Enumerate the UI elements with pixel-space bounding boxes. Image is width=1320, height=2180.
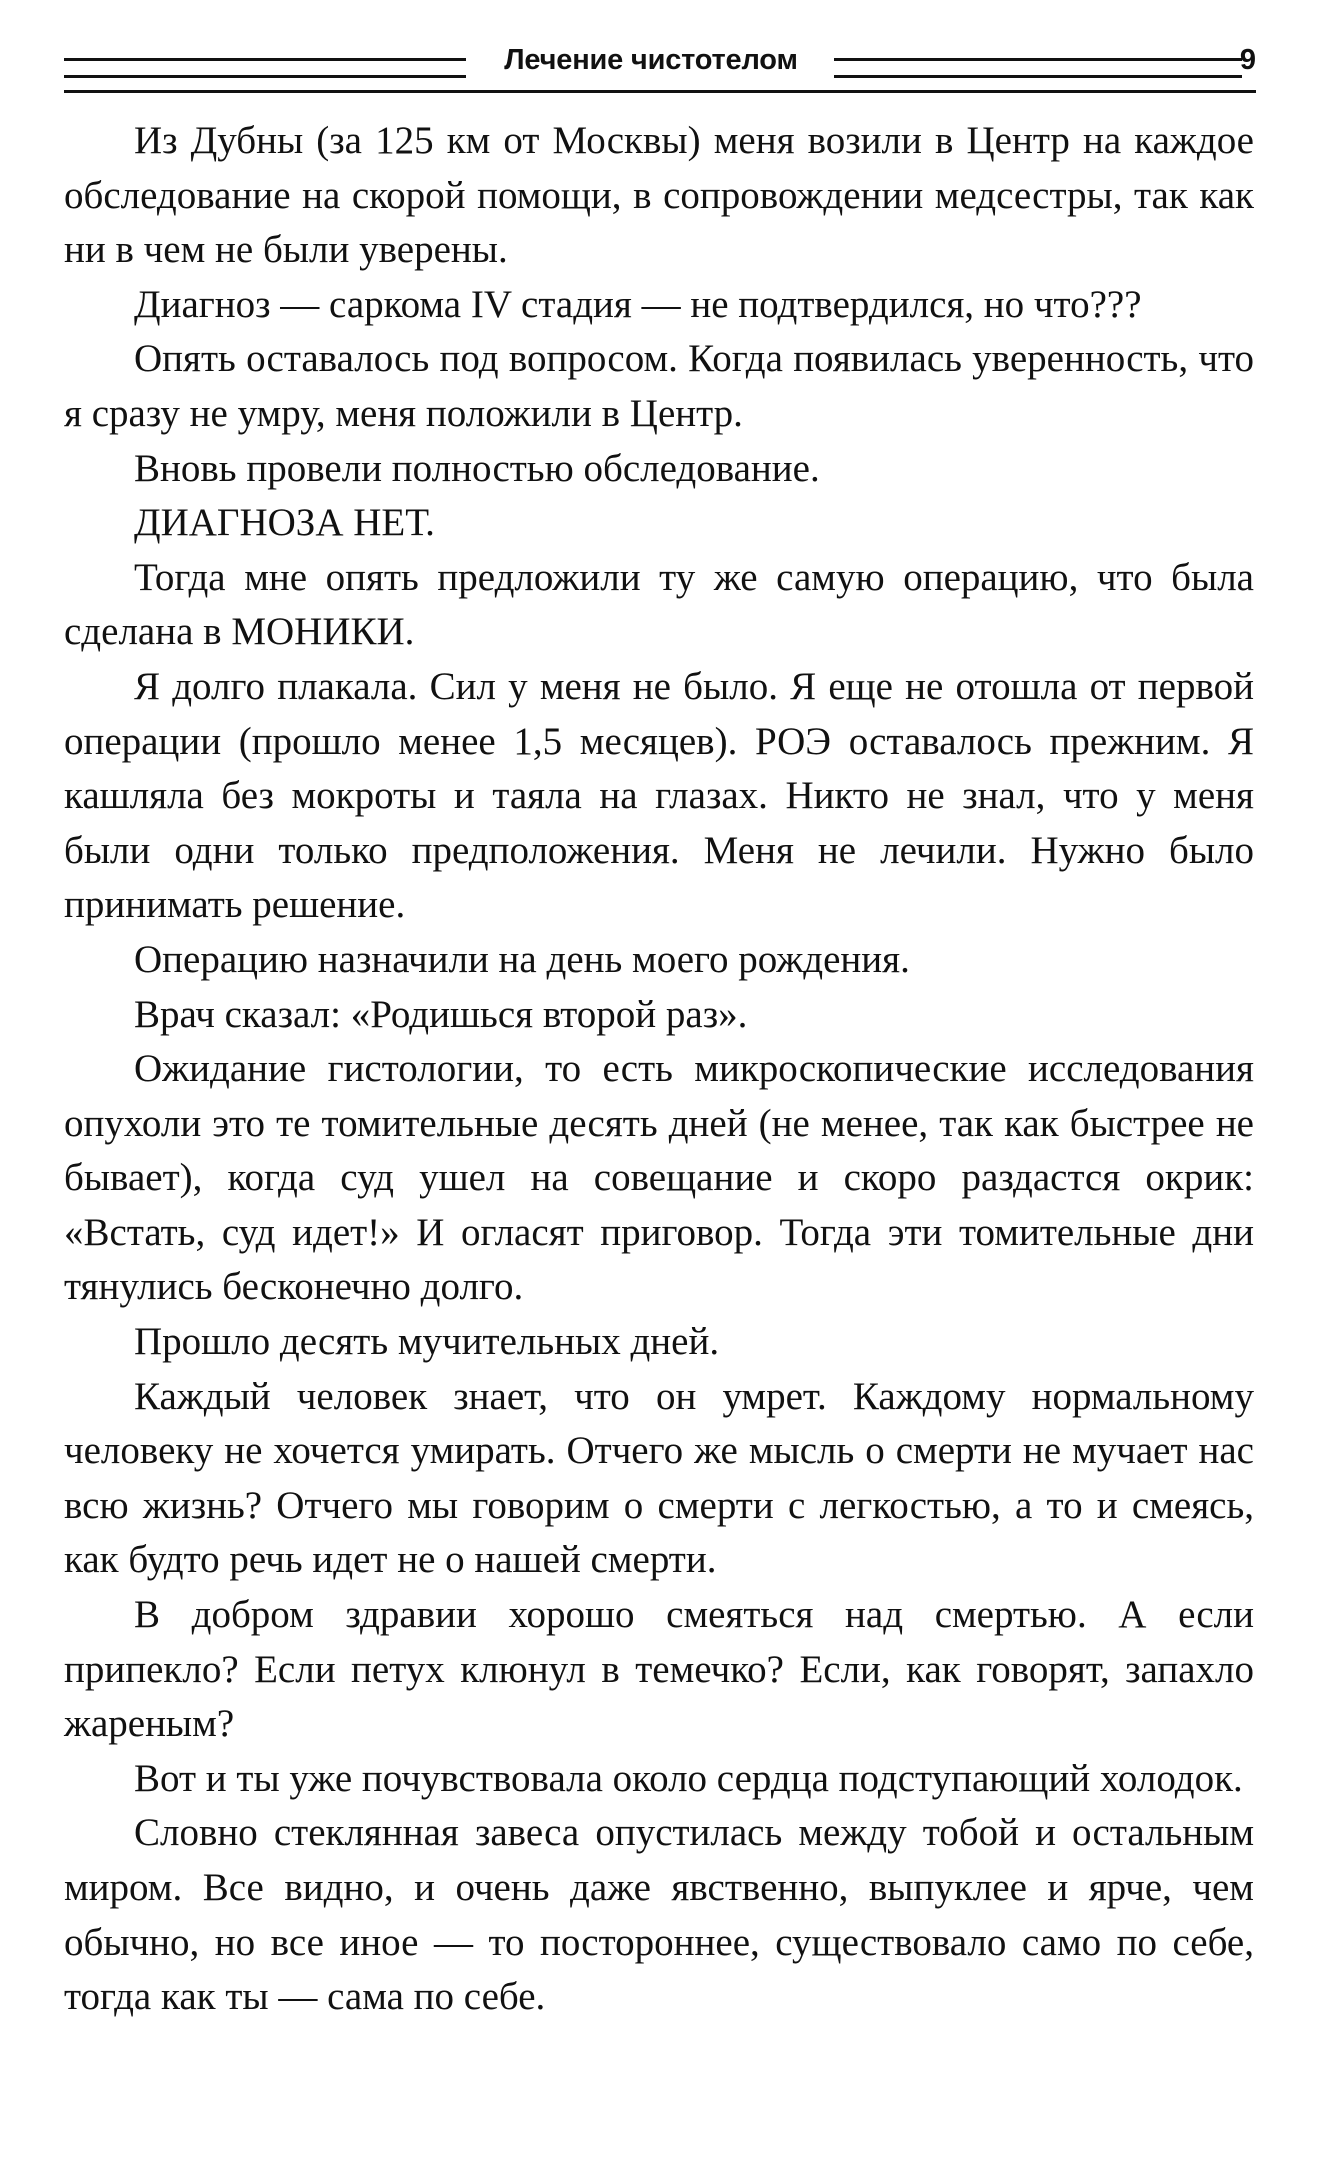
header-rule-right — [834, 58, 1242, 78]
paragraph: Я долго плакала. Сил у меня не было. Я еще не отошла от первой операции (прошло менее 1,5 месяцев). РОЭ оставалось прежним. Я кашляла без мокроты и таяла на глазах. Никто не знал, что у меня были одни только предположения. Меня не лечили. Нужно было принимать решение. — [64, 664, 1254, 927]
paragraph: Словно стеклянная завеса опустилась между тобой и остальным миром. Все видно, и очень даже явственно, выпуклее и ярче, чем обычно, но все иное — то постороннее, существовало само по себе, тогда как ты — сама по себе. — [64, 1811, 1254, 2019]
paragraph: Врач сказал: «Родишься второй раз». — [134, 992, 748, 1036]
paragraph: Ожидание гистологии, то есть микроскопические исследования опухоли это те томительные десять дней (не менее, так как быстрее не бывает), когда суд ушел на совещание и скоро раздастся окрик: «Встать, суд идет!» И огласят приговор. Тогда эти томительные дни тянулись бесконечно долго. — [64, 1047, 1254, 1309]
paragraph: Из Дубны (за 125 км от Москвы) меня возили в Центр на каждое обследование на скорой помощи, в сопровождении медсестры, так как ни в чем не были уверены. — [64, 119, 1254, 272]
page — [64, 44, 1256, 100]
page-number: 9 — [1239, 44, 1256, 76]
running-header — [64, 44, 1256, 100]
header-rule-left — [64, 58, 466, 78]
paragraph: Каждый человек знает, что он умрет. Каждому нормальному человеку не хочется умирать. Отчего же мысль о смерти не мучает нас всю жизнь? Отчего мы говорим о смерти с легкостью, а то и смеясь, как будто речь идет не о нашей смерти. — [64, 1374, 1254, 1582]
paragraph: Тогда мне опять предложили ту же самую операцию, что была сделана в МОНИКИ. — [64, 555, 1254, 654]
body-text — [64, 114, 1254, 2025]
running-title: Лечение чистотелом — [504, 44, 798, 76]
paragraph: Прошло десять мучительных дней. — [134, 1320, 720, 1364]
paragraph: Опять оставалось под вопросом. Когда появилась уверенность, что я сразу не умру, меня положили в Центр. — [64, 337, 1254, 435]
paragraph: Вновь провели полностью обследование. — [134, 446, 820, 490]
paragraph: Операцию назначили на день моего рождения. — [134, 937, 910, 981]
header-baseline-rule — [64, 90, 1256, 93]
paragraph: Вот и ты уже почувствовала около сердца подступающий холодок. — [134, 1756, 1243, 1800]
paragraph: В добром здравии хорошо смеяться над смертью. А если припекло? Если петух клюнул в темечко? Если, как говорят, запахло жареным? — [64, 1593, 1254, 1746]
paragraph: Диагноз — саркома IV стадия — не подтвердился, но что??? — [134, 282, 1142, 326]
paragraph: ДИАГНОЗА НЕТ. — [134, 501, 435, 545]
